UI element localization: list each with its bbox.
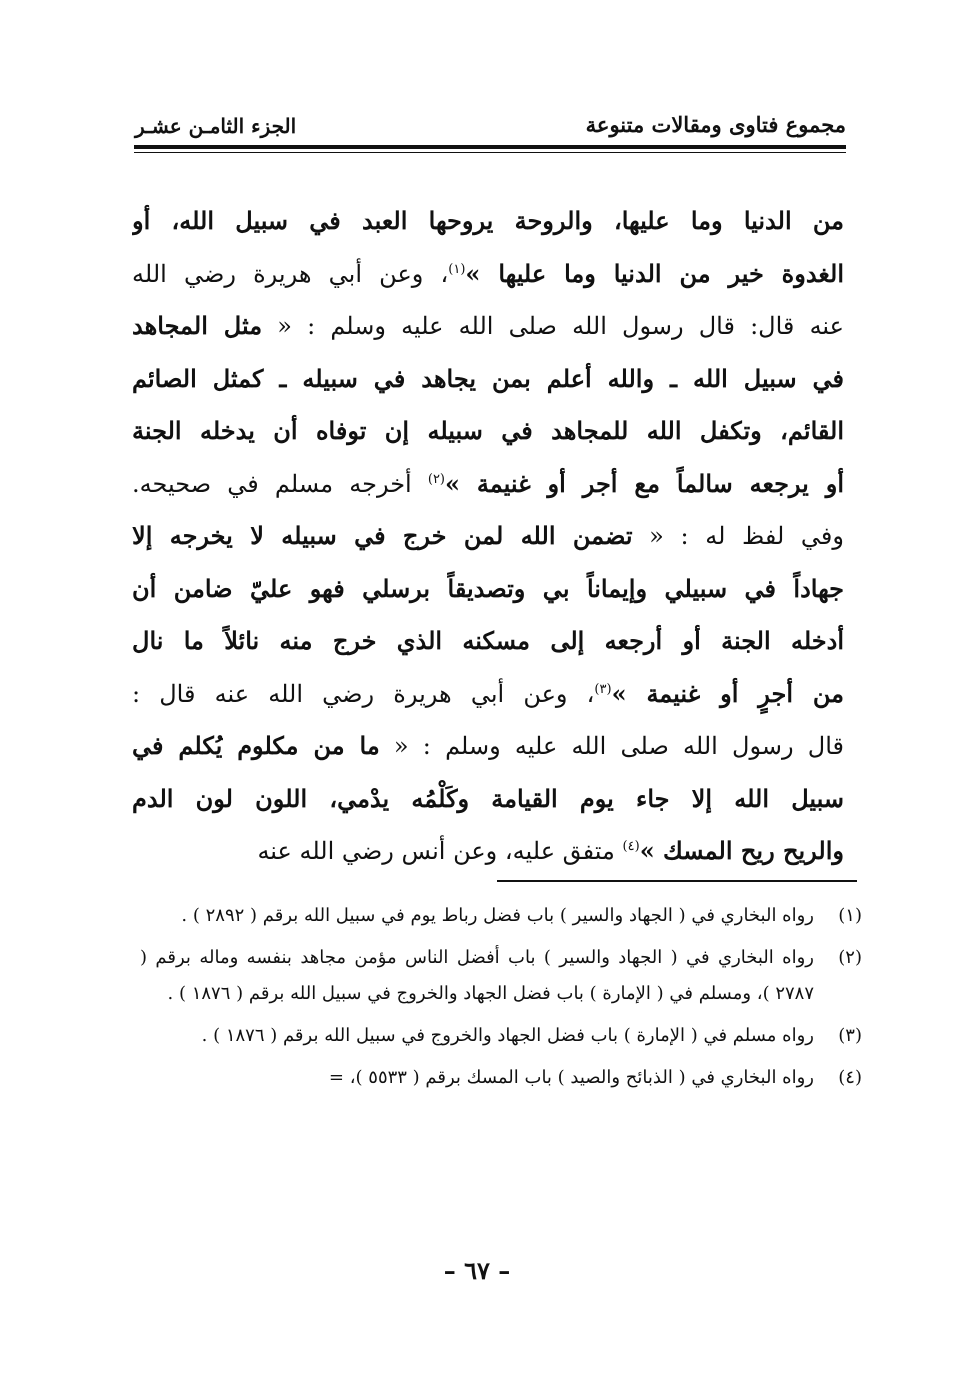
text-line: [132, 720, 844, 773]
text-run: القائم، وتكفل الله للمجاهد في سبيله إن توفاه أن يدخله الجنة: [132, 416, 844, 445]
main-text: [132, 195, 844, 878]
text-line: [132, 458, 844, 511]
text-run: متفق عليه، وعن أنس رضي الله عنه: [257, 837, 623, 865]
text-line: [132, 668, 844, 721]
footnote-number: (١): [838, 905, 862, 926]
volume-label: الجزء الثامـن عشـر: [135, 114, 297, 138]
footnote-text: رواه البخاري في ( الجهاد والسير ) باب فضل رباط يوم في سبيل الله برقم ( ٢٨٩٢ ) .: [181, 905, 814, 926]
text-run: وفي لفظ له : «: [632, 522, 844, 550]
text-run: عنه قال: قال رسول الله صلى الله عليه وسلم : «: [262, 312, 844, 340]
header-rule-thick: [134, 145, 846, 149]
footnote-number: (٢): [838, 947, 862, 968]
footnote-number: (٣): [838, 1025, 862, 1046]
text-run: في سبيل الله ـ والله أعلم بمن يجاهد في سبيله ـ كمثل الصائم: [132, 363, 844, 393]
text-run: قال رسول الله صلى الله عليه وسلم : «: [379, 732, 844, 760]
text-line: [132, 773, 844, 826]
footnote-ref: (٤): [622, 839, 640, 854]
footnotes: [140, 898, 862, 1102]
footnote-1: [140, 898, 862, 934]
footnote-text: رواه مسلم في ( الإمارة ) باب فضل الجهاد والخروج في سبيل الله برقم ( ١٨٧٦ ) .: [201, 1025, 814, 1046]
footnote-ref: (١): [448, 261, 466, 277]
text-run: ما من مكلوم يُكلم في: [132, 731, 380, 760]
text-run: أدخله الجنة أو أرجعه إلى مسكنه الذي خرج منه نائلاً ما نال: [132, 626, 844, 655]
footnote-text: رواه البخاري في ( الجهاد والسير ) باب أفضل الناس مؤمن مجاهد بنفسه وماله برقم ( ٢٧٨٧ )، ومسلم في ( الإمارة ) باب فضل الجهاد والخروج في سبيل الله برقم ( ١٨٧٦ ) .: [140, 947, 814, 1004]
header-rule-thin: [134, 152, 846, 153]
text-line: [132, 300, 844, 353]
text-run: سبيل الله إلا جاء يوم القيامة وكَلْمُه يدْمي، اللون لون الدم: [132, 783, 844, 813]
text-line: [132, 825, 844, 878]
footnote-ref: (٣): [594, 681, 612, 697]
footnote-text: رواه البخاري في ( الذبائح والصيد ) باب المسك برقم ( ٥٥٣٣ )، =: [328, 1067, 814, 1088]
text-run: والريح ريح المسك »: [639, 836, 844, 865]
text-line: [132, 510, 844, 563]
footnote-4: [140, 1060, 862, 1096]
text-run: الغدوة خير من الدنيا وما عليها »: [465, 258, 844, 288]
text-line: [132, 615, 844, 668]
footnote-2: [140, 940, 862, 1012]
text-run: أخرجه مسلم في صحيحه.: [132, 469, 428, 498]
page-number: – ٦٧ –: [443, 1256, 511, 1285]
text-run: تضمن الله لمن خرج في سبيله لا يخرجه إلا: [132, 521, 633, 550]
text-run: مثل المجاهد: [132, 311, 263, 340]
text-line: [132, 563, 844, 616]
book-title: مجموع فتاوى ومقالات متنوعة: [585, 112, 846, 137]
text-run: ، وعن أبي هريرة رضي الله: [132, 259, 449, 288]
text-run: أو يرجعه سالماً مع أجر أو غنيمة »: [445, 468, 844, 498]
text-run: من الدنيا وما عليها، والروحة يروحها العبد في سبيل الله، أو: [132, 206, 844, 235]
text-line: [132, 405, 844, 458]
footnote-3: [140, 1018, 862, 1054]
text-line: [132, 248, 844, 301]
text-run: ، وعن أبي هريرة رضي الله عنه قال :: [132, 679, 595, 708]
text-line: [132, 195, 844, 248]
text-run: جهاداً في سبيلي وإيماناً بي وتصديقاً برسلي فهو عليّ ضامن أن: [132, 573, 844, 603]
text-run: من أجرٍ أو غنيمة »: [611, 678, 844, 708]
footnote-separator: [497, 880, 857, 882]
footnote-number: (٤): [838, 1067, 862, 1088]
text-line: [132, 353, 844, 406]
footnote-ref: (٢): [427, 471, 445, 487]
